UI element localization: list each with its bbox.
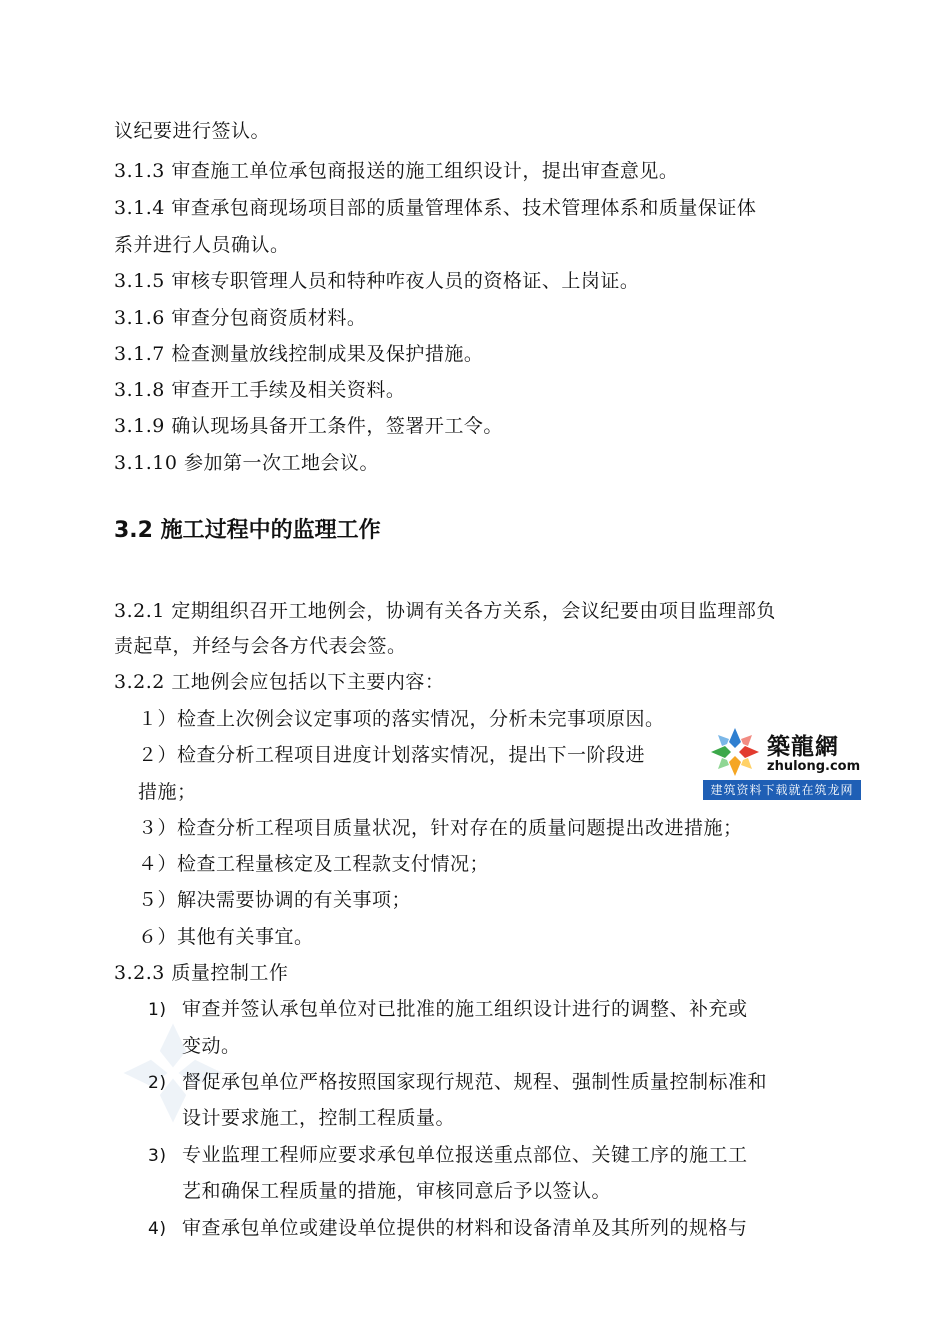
- text-line: 责起草，并经与会各方代表会签。: [114, 635, 407, 657]
- text-line: ２）检查分析工程项目进度计划落实情况，提出下一阶段进: [138, 744, 646, 766]
- text-line: ６）其他有关事宜。: [138, 926, 314, 948]
- logo-url: zhulong.com: [767, 759, 861, 774]
- text-line: 3.1.4 审查承包商现场项目部的质量管理体系、技术管理体系和质量保证体: [114, 197, 757, 219]
- list-item-number: 2): [148, 1073, 167, 1093]
- list-item: 审查并签认承包单位对已批准的施工组织设计进行的调整、补充或: [182, 998, 748, 1020]
- text-line: 3.1.6 审查分包商资质材料。: [114, 307, 367, 329]
- list-item: 艺和确保工程质量的措施，审核同意后予以签认。: [182, 1180, 612, 1202]
- text-line: 3.1.7 检查测量放线控制成果及保护措施。: [114, 343, 484, 365]
- text-line: 3.2.1 定期组织召开工地例会，协调有关各方关系，会议纪要由项目监理部负: [114, 600, 776, 622]
- zhulong-logo[interactable]: [703, 722, 861, 800]
- text-line: 系并进行人员确认。: [114, 234, 290, 256]
- text-line: 3.2.2 工地例会应包括以下主要内容：: [114, 671, 445, 693]
- text-line: ４）检查工程量核定及工程款支付情况；: [138, 853, 490, 875]
- text-line: 3.2.3 质量控制工作: [114, 962, 289, 984]
- list-item-number: 4): [148, 1219, 167, 1239]
- list-item: 变动。: [182, 1035, 241, 1057]
- zhulong-logo-icon: [709, 726, 761, 778]
- list-item-number: 1): [148, 1000, 167, 1020]
- text-line: 议纪要进行签认。: [114, 120, 271, 142]
- list-item-number: 3): [148, 1146, 167, 1166]
- list-item: 专业监理工程师应要求承包单位报送重点部位、关键工序的施工工: [182, 1144, 748, 1166]
- list-item: 督促承包单位严格按照国家现行规范、规程、强制性质量控制标准和: [182, 1071, 768, 1093]
- list-item: 审查承包单位或建设单位提供的材料和设备清单及其所列的规格与: [182, 1217, 748, 1239]
- text-line: 3.1.5 审核专职管理人员和特种咋夜人员的资格证、上岗证。: [114, 270, 640, 292]
- text-line: 3.1.10 参加第一次工地会议。: [114, 452, 379, 474]
- text-line: 3.1.3 审查施工单位承包商报送的施工组织设计，提出审查意见。: [114, 160, 679, 182]
- text-line: 措施；: [138, 781, 197, 803]
- logo-slogan: 建筑资料下载就在筑龙网: [703, 780, 861, 800]
- logo-title: 築龍網: [767, 734, 839, 760]
- section-heading: 3.2 施工过程中的监理工作: [114, 518, 381, 543]
- list-item: 设计要求施工，控制工程质量。: [182, 1107, 456, 1129]
- text-line: 3.1.9 确认现场具备开工条件，签署开工令。: [114, 415, 503, 437]
- text-line: ３）检查分析工程项目质量状况，针对存在的质量问题提出改进措施；: [138, 817, 743, 839]
- text-line: ５）解决需要协调的有关事项；: [138, 889, 412, 911]
- text-line: １）检查上次例会议定事项的落实情况，分析未完事项原因。: [138, 708, 665, 730]
- text-line: 3.1.8 审查开工手续及相关资料。: [114, 379, 406, 401]
